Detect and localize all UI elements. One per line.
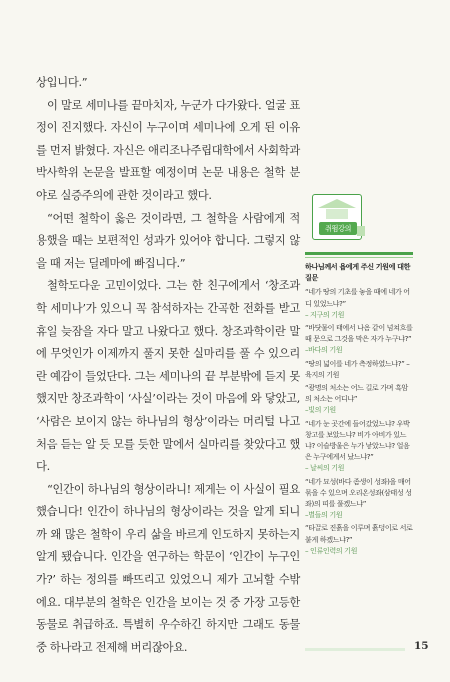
main-text bbox=[36, 72, 300, 659]
quote-text: “네가 땅의 기초를 놓을 때에 네가 어디 있었느냐?” bbox=[305, 287, 410, 308]
sidebar-note bbox=[305, 192, 413, 558]
divider bbox=[305, 257, 413, 258]
window-shape bbox=[326, 209, 348, 219]
quote-text: “타끌로 진흙을 이루며 흙덩이로 서로 붙게 하겠느냐?” bbox=[305, 523, 413, 544]
paragraph: “어떤 철학이 옳은 것이라면, 그 철학을 사람에게 적용했을 때는 보편적인 성과가 있어야 합니다. 그렇지 않을 때 저는 딜레마에 빠집니다.” bbox=[36, 211, 300, 270]
paragraph: 이 말로 세미나를 끝마치자, 누군가 다가왔다. 얼굴 표정이 진지했다. 자신이 누구이며 세미나에 오게 된 이유를 먼저 밝혔다. 자신은 애리조나주립대학에서 사회학과 박사학위 논문을 발표할 예정이며 논문 내용은 철학 분야로 실증주의에 관한 것이라고 했다. bbox=[36, 98, 300, 202]
quote-text: “바닷물이 태에서 나옴 같이 넘쳐흐를 때 문으로 그것을 막은 자가 누구냐?” bbox=[305, 323, 413, 344]
roof-shape bbox=[318, 199, 356, 208]
quote-text: “네가 묘성(바다 좀생이 성좌)을 매어 묶을 수 있으며 오리온성좌(삼태성 성좌)의 띠를 풀겠느냐” bbox=[305, 476, 412, 509]
list-item bbox=[305, 286, 413, 320]
badge-label: 쥐뜀강의 bbox=[319, 222, 357, 235]
badge-tab bbox=[357, 226, 365, 236]
quote-text: “광명의 처소는 어느 길로 가며 흑암의 처소는 어디냐” bbox=[305, 383, 408, 404]
sidebar-heading: 하나님께서 욥에게 주신 기원에 대한 질문 bbox=[305, 262, 411, 283]
house-icon bbox=[312, 194, 362, 240]
list-item bbox=[305, 418, 413, 474]
quote-source: – 날씨의 기원 bbox=[305, 463, 345, 473]
paragraph: 상입니다.” bbox=[36, 76, 88, 89]
list-item bbox=[305, 522, 413, 556]
divider bbox=[305, 252, 413, 255]
badge-area bbox=[305, 192, 413, 252]
list-item bbox=[305, 358, 413, 380]
paragraph: “인간이 하나님의 형상이라니! 제게는 이 사실이 필요했습니다! 인간이 하나님의 형상이라는 것을 알게 되니까 왜 많은 철학이 우리 삶을 바르게 인도하지 못하는지 알게 됐습니다. 인간을 연구하는 학문이 ‘인간이 누구인가?’ 하는 정의를 빠뜨리고 있었으니 제가 고뇌할 수밖에요. 대부분의 철학은 인간을 보이는 것 중 가장 고등한 동물로 취급하죠. 특별히 우수하긴 하지만 그래도 동물 중 하나라고 전제해 버리잖아요. bbox=[36, 482, 300, 654]
quote-source: –빛의 기원 bbox=[305, 405, 336, 415]
paragraph: 철학도다운 고민이었다. 그는 한 친구에게서 ‘창조과학 세미나’가 있으니 꼭 참석하자는 간곡한 전화를 받고 휴일 늦잠을 자다 말고 나왔다고 했다. 창조과학이란 말에 무엇인가 이제까지 풀지 못한 실마리를 풀 수 있으리란 예감이 들었단다. 그는 세미나의 끝 부분밖에 듣지 못했지만 창조과학이 ‘사실’이라는 것이 마음에 와 닿았고, ‘사람은 보이지 않는 하나님의 형상’이라는 머리털 나고 처음 듣는 알 듯 모를 듯한 말에서 실마리를 찾았다고 했다. bbox=[36, 279, 300, 474]
page-number: 15 bbox=[414, 640, 429, 652]
quote-source: –별들의 기원 bbox=[305, 510, 343, 520]
quote-text: “네가 눈 곳간에 들어갔었느냐? 우박 창고를 보았느냐? 비가 아비가 있느냐? 이슬방울은 누가 낳았느냐? 얼음은 누구에게서 났느냐?” bbox=[305, 418, 410, 462]
list-item bbox=[305, 476, 413, 521]
quote-source: – 지구의 기원 bbox=[305, 309, 345, 319]
quote-source: – 인류인력의 기원 bbox=[305, 545, 358, 555]
quote-text: “땅의 넓이를 네가 측정하였느냐?” – 육지의 기원 bbox=[305, 358, 410, 379]
quote-source: –바다의 기원 bbox=[305, 345, 343, 355]
list-item bbox=[305, 382, 413, 416]
list-item bbox=[305, 322, 413, 356]
footer-bar bbox=[305, 648, 405, 651]
